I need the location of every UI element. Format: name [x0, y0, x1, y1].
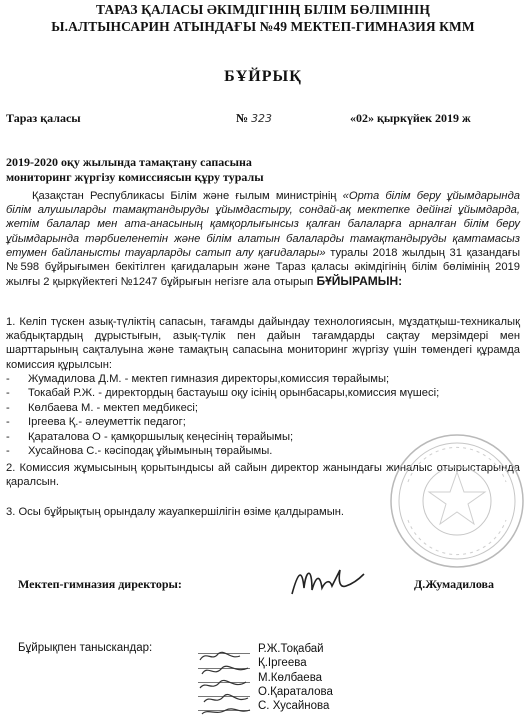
director-signature-icon [288, 562, 368, 602]
city: Тараз қаласы [6, 111, 81, 125]
order-number [236, 111, 272, 126]
acknowledged-list [258, 642, 333, 713]
list-dash: - [6, 401, 10, 414]
director-name: Д.Жумадилова [414, 577, 495, 591]
header-line-1: ТАРАЗ ҚАЛАСЫ ӘКІМДІГІНІҢ БІЛІМ БӨЛІМІНІҢ [96, 2, 430, 17]
member-item: - Жумадилова Д.М. - мектеп гимназия директоры,комиссия төрайымы; [6, 373, 390, 385]
official-seal-icon [388, 432, 526, 570]
member-item: - Хусайнова С.- кәсіподақ ұйымының төрайымы. [6, 445, 273, 458]
acknowledged-name: О.Қараталова [258, 685, 333, 698]
list-dash: - [6, 445, 10, 458]
document-type: БҰЙРЫҚ [224, 68, 302, 85]
acknowledged-name: Қ.Іргеева [258, 656, 333, 670]
member-item: - Токабай Р.Ж. - директордың бастауыш оқу ісінің орынбасары,комиссия мүшесі; [6, 387, 440, 400]
signature-title: Мектеп-гимназия директоры: [18, 577, 182, 591]
order-date: «02» қыркүйек 2019 ж [350, 111, 471, 125]
intro-text-2: туралы 2018 жылдың 31 қазандағы №598 бұйрығымен бекітілген қағидаларын және Тараз қаласы әкімдігінің білім бөлімінің 2019 жылғы 2 қыркүйектегі №1247 бұйрығын негізге ала отырып [6, 246, 521, 289]
member-item: - Іргеева Қ.- әлеуметтік педагог; [6, 416, 186, 429]
intro-paragraph [6, 189, 520, 289]
order-item-2: 2. Комиссия жұмысының қорытындысы ай сайын директор жанындағы жиналыс отырыстарында қаралсын. [6, 462, 520, 489]
header-line-2: Ы.АЛТЫНСАРИН АТЫНДАҒЫ №49 МЕКТЕП-ГИМНАЗИЯ КММ [51, 19, 475, 34]
order-item-3: 3. Осы бұйрықтың орындалу жауапкершілігін өзіме қалдырамын. [6, 506, 345, 518]
acknowledged-name: М.Көлбаева [258, 671, 333, 685]
order-word: БҰЙЫРАМЫН: [316, 274, 403, 289]
acknowledgement-signatures-icon [196, 648, 254, 718]
list-dash: - [6, 416, 10, 429]
member-item: - Көлбаева М. - мектеп медбикесі; [6, 401, 198, 414]
order-number-handwritten: 323 [251, 112, 273, 125]
acknowledged-name: С. Хусайнова [258, 699, 333, 713]
subject-line-2: мониторинг жүргізу комиссиясын құру туралы [6, 170, 264, 184]
intro-italic-rules: «Орта білім беру ұйымдарында білім алушыларды тамақтандыруды ұйымдастыру, сондай-ақ мектепке дейінгі ұйымдарда, жетім балалар мен ата-анасының қамқорлығынсыз қалған балаларға арналған білім беру ұйымдарында тәрбиеленетін және білім алатын балаларды тамақтандыруды қамтамасыз етумен байланысты тауарларды сатып алу қағидалары» [6, 190, 520, 259]
list-dash: - [6, 387, 10, 400]
subject-line-1: 2019-2020 оқу жылында тамақтану сапасына [6, 155, 252, 169]
member-item: - Қараталова О - қамқоршылық кеңесінің төрайымы; [6, 430, 294, 443]
list-dash: - [6, 430, 10, 443]
order-subject [6, 155, 326, 185]
intro-text-1: Қазақстан Республикасы Білім және ғылым министрінің [32, 190, 343, 202]
acknowledged-name: Р.Ж.Тоқабай [258, 642, 333, 656]
order-item-1: 1. Келіп түскен азық-түліктің сапасын, тағамды дайындау технологиясын, мұздатқыш-техникалық жабдықтардың дұрыстығын, азық-түлік пен дайын тағамдарды сақтау мерзімдері мен шарттарының сақталуына және тамақтың сапасына мониторинг жүргізу үшін төмендегі құрамда комиссия құрылсын: [6, 316, 520, 371]
list-dash: - [6, 373, 10, 385]
acknowledged-label: Бұйрықпен таныскандар: [18, 642, 153, 654]
order-number-prefix: № [236, 111, 249, 125]
